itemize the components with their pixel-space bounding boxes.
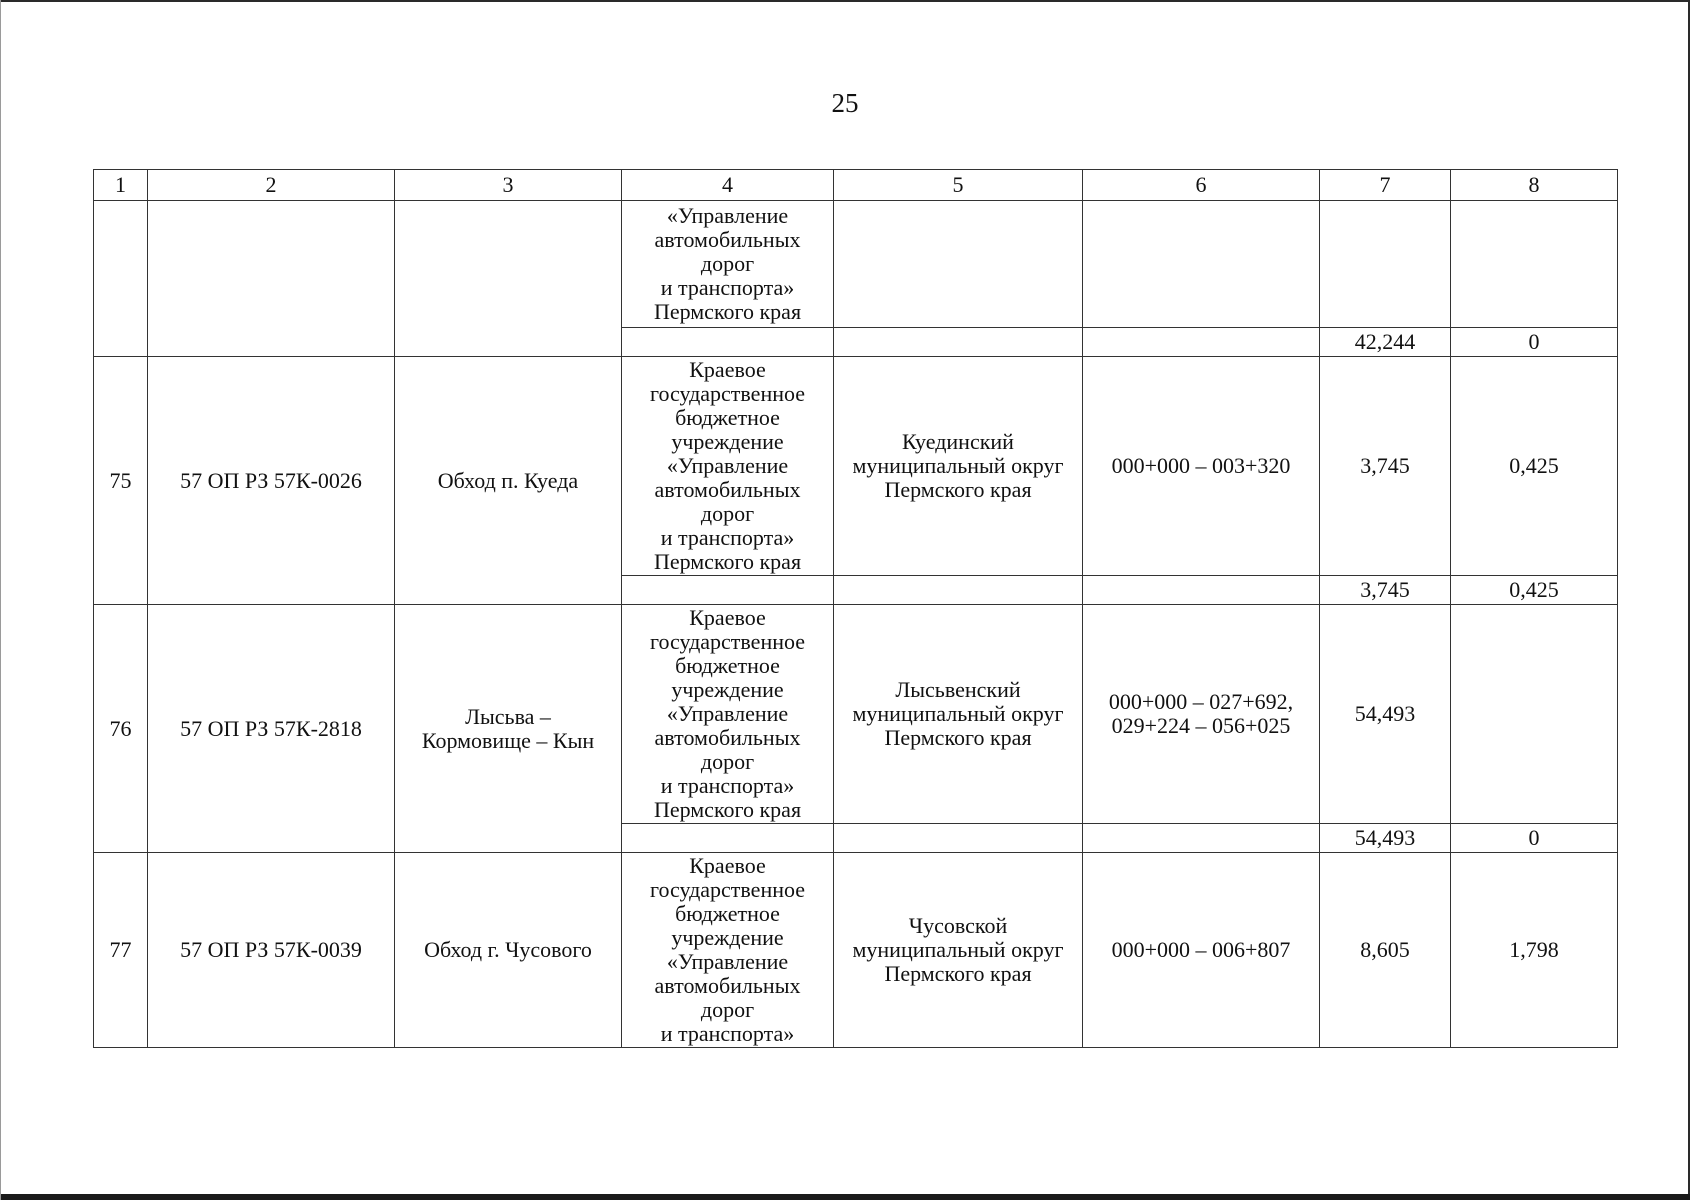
road-register-table (93, 169, 1618, 1048)
column-number-6: 6 (1083, 170, 1320, 201)
cell-line: дорог (700, 997, 755, 1022)
cell-line: Чусовской (908, 913, 1008, 938)
continuation-col7-cell (1320, 201, 1451, 328)
table-row (94, 853, 1618, 1048)
cell-line: Пермского края (653, 299, 802, 324)
cell-line: Пермского края (653, 797, 802, 822)
cell-line: автомобильных (654, 227, 801, 252)
cell-line: «Управление (666, 203, 789, 228)
road-code: 57 ОП РЗ 57К-2818 (148, 605, 395, 853)
cell-line: Куединский (902, 429, 1014, 454)
total-col7: 3,745 (1320, 576, 1451, 605)
cell-line: 000+000 – 027+692, (1108, 689, 1294, 714)
road-name (395, 357, 622, 605)
total-org-empty (622, 576, 834, 605)
column-number-header (94, 170, 1618, 201)
table-row (94, 605, 1618, 824)
column-number-8: 8 (1451, 170, 1618, 201)
cell-line: Пермского края (653, 549, 802, 574)
cell-line: и транспорта» (660, 1021, 795, 1046)
total-col7: 54,493 (1320, 824, 1451, 853)
column-number-1: 1 (94, 170, 148, 201)
continuation-total-km (1083, 328, 1320, 357)
cell-line: Лысьва – (465, 703, 551, 729)
table-body (94, 170, 1618, 1048)
length-col7: 54,493 (1320, 605, 1451, 824)
road-name (395, 853, 622, 1048)
cell-line: 029+224 – 056+025 (1111, 713, 1291, 738)
cell-line: автомобильных (654, 725, 801, 750)
cell-line: дорог (700, 749, 755, 774)
length-col8: 0,425 (1451, 357, 1618, 576)
total-km-empty (1083, 576, 1320, 605)
continuation-row (94, 201, 1618, 328)
cell-line: «Управление (666, 453, 789, 478)
continuation-org-cell (622, 201, 834, 328)
owner-organization (622, 605, 834, 824)
cell-line: Краевое (689, 605, 766, 630)
continuation-num-cell (94, 201, 148, 357)
cell-line: Краевое (689, 853, 766, 878)
total-district-empty (834, 576, 1083, 605)
continuation-total-col7: 42,244 (1320, 328, 1451, 357)
row-number: 77 (94, 853, 148, 1048)
continuation-name-cell (395, 201, 622, 357)
cell-line: и транспорта» (660, 525, 795, 550)
cell-line: муниципальный округ (852, 453, 1064, 478)
cell-line: и транспорта» (660, 275, 795, 300)
cell-line: государственное (649, 877, 806, 902)
cell-line: Кормовище – Кын (421, 727, 595, 753)
cell-line: Лысьвенский (895, 677, 1021, 702)
column-number-4: 4 (622, 170, 834, 201)
cell-line: муниципальный округ (852, 937, 1064, 962)
cell-line: учреждение (671, 677, 784, 702)
cell-line: Обход п. Куеда (437, 467, 579, 493)
continuation-district-cell (834, 201, 1083, 328)
column-number-3: 3 (395, 170, 622, 201)
scan-edge-left (0, 0, 1, 1200)
cell-line: государственное (649, 381, 806, 406)
cell-line: 000+000 – 003+320 (1111, 453, 1291, 478)
continuation-total-col8: 0 (1451, 328, 1618, 357)
cell-line: бюджетное (675, 405, 780, 430)
total-km-empty (1083, 824, 1320, 853)
cell-line: автомобильных (654, 973, 801, 998)
continuation-total-org (622, 328, 834, 357)
total-col8: 0,425 (1451, 576, 1618, 605)
cell-line: учреждение (671, 429, 784, 454)
length-col7: 8,605 (1320, 853, 1451, 1048)
cell-line: «Управление (666, 701, 789, 726)
cell-line: государственное (649, 629, 806, 654)
cell-line: Краевое (689, 357, 766, 382)
municipal-district (834, 853, 1083, 1048)
scan-edge-bottom (0, 1194, 1690, 1200)
road-code: 57 ОП РЗ 57К-0026 (148, 357, 395, 605)
continuation-code-cell (148, 201, 395, 357)
row-number: 75 (94, 357, 148, 605)
continuation-total-district (834, 328, 1083, 357)
cell-line: бюджетное (675, 901, 780, 926)
length-col8 (1451, 605, 1618, 824)
column-number-2: 2 (148, 170, 395, 201)
road-name (395, 605, 622, 853)
cell-line: учреждение (671, 925, 784, 950)
total-district-empty (834, 824, 1083, 853)
owner-organization (622, 357, 834, 576)
length-col7: 3,745 (1320, 357, 1451, 576)
total-col8: 0 (1451, 824, 1618, 853)
road-code: 57 ОП РЗ 57К-0039 (148, 853, 395, 1048)
cell-line: бюджетное (675, 653, 780, 678)
column-number-7: 7 (1320, 170, 1451, 201)
continuation-col8-cell (1451, 201, 1618, 328)
km-range (1083, 357, 1320, 576)
cell-line: Пермского края (884, 477, 1032, 502)
cell-line: Обход г. Чусового (424, 937, 592, 962)
km-range (1083, 853, 1320, 1048)
cell-line: и транспорта» (660, 773, 795, 798)
continuation-km-cell (1083, 201, 1320, 328)
km-range (1083, 605, 1320, 824)
cell-line: дорог (700, 501, 755, 526)
length-col8: 1,798 (1451, 853, 1618, 1048)
cell-line: 000+000 – 006+807 (1111, 937, 1291, 962)
table-row (94, 357, 1618, 576)
cell-line: муниципальный округ (852, 701, 1064, 726)
municipal-district (834, 605, 1083, 824)
cell-line: дорог (700, 251, 755, 276)
municipal-district (834, 357, 1083, 576)
scan-edge-top (0, 0, 1690, 2)
cell-line: Пермского края (884, 961, 1032, 986)
row-number: 76 (94, 605, 148, 853)
cell-line: Пермского края (884, 725, 1032, 750)
cell-line: автомобильных (654, 477, 801, 502)
column-number-5: 5 (834, 170, 1083, 201)
cell-line: «Управление (666, 949, 789, 974)
owner-organization (622, 853, 834, 1048)
page-number: 25 (831, 88, 859, 118)
total-org-empty (622, 824, 834, 853)
